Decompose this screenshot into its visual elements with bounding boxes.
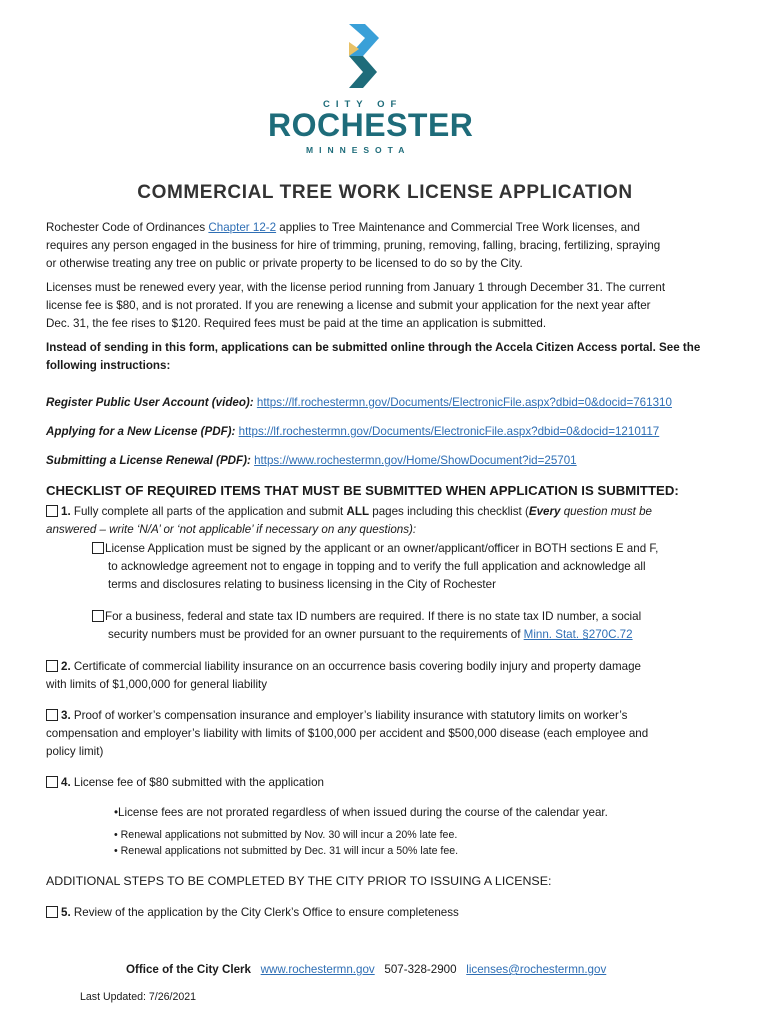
- footer-website-link[interactable]: www.rochestermn.gov: [260, 963, 375, 976]
- checklist-item-5: 5. Review of the application by the City Clerk’s Office to ensure completeness: [46, 904, 746, 922]
- logo-city-of: CITY OF: [323, 99, 403, 110]
- checklist-item-4: 4. License fee of $80 submitted with the application: [46, 774, 746, 792]
- checklist-item-2: 2. Certificate of commercial liability insurance on an occurrence basis covering bodily injury and property damage with limits of $1,000,000 for general liability: [46, 660, 641, 691]
- logo-state: MINNESOTA: [306, 145, 411, 155]
- footer-contact: [126, 961, 606, 979]
- logo-name: ROCHESTER: [268, 107, 474, 143]
- intro-paragraph-2: Licenses must be renewed every year, with the license period running from January 1 through December 31. The current license fee is $80, and is not prorated. If you are renewing a license and submit your application for the next year after Dec. 31, the fee rises to $120. Required fees must be paid at the time an application is submitted.: [46, 281, 666, 330]
- new-license-pdf-link[interactable]: https://lf.rochestermn.gov/Documents/ElectronicFile.aspx?dbid=0&docid=1210117: [238, 425, 660, 438]
- link-row-new-license: Applying for a New License (PDF): https://lf.rochestermn.gov/Documents/ElectronicFile.aspx?dbid=0&docid=1210117: [46, 425, 660, 438]
- checklist-item-1: 1. Fully complete all parts of the application and submit ALL pages including this checklist (Every question must be answered – write ‘N/A’ or ‘not applicable’ if necessary on any questions):: [46, 505, 652, 536]
- rochester-logo-mark: [345, 22, 385, 94]
- checklist-subitem-1a: License Application must be signed by the applicant or an owner/applicant/officer in BOTH sections E and F, to acknowledge agreement not to engage in topping and to verify the full application and acknowledge all terms and disclosures relating to business licensing in the City of Rochester: [92, 540, 732, 594]
- item-2-checkbox[interactable]: [46, 660, 58, 672]
- item-1-checkbox[interactable]: [46, 505, 58, 517]
- fee-bullet-2: • Renewal applications not submitted by Nov. 30 will incur a 20% late fee.: [114, 829, 458, 841]
- checklist-item-3: 3. Proof of worker’s compensation insurance and employer’s liability insurance with statutory limits on worker’s compensation and employer’s liability with limits of $100,000 per accident and $500,000 disease (each employee and policy limit): [46, 709, 649, 758]
- fee-bullet-1: •License fees are not prorated regardless of when issued during the course of the calendar year.: [114, 806, 608, 819]
- page-title: COMMERCIAL TREE WORK LICENSE APPLICATION: [137, 182, 633, 203]
- intro-paragraph-1: Rochester Code of Ordinances Chapter 12-2 applies to Tree Maintenance and Commercial Tree Work licenses, and requires any person engaged in the business for hire of trimming, pruning, removing, falling, bracing, fertilizing, spraying or otherwise treating any tree on public or private property to be licensed to do so by the City.: [46, 221, 661, 270]
- chapter-12-2-link[interactable]: Chapter 12-2: [208, 221, 277, 234]
- footer-phone: 507-328-2900: [384, 963, 457, 976]
- minn-stat-link[interactable]: Minn. Stat. §270C.72: [523, 628, 633, 641]
- item-4-checkbox[interactable]: [46, 776, 58, 788]
- checklist-heading: CHECKLIST OF REQUIRED ITEMS THAT MUST BE SUBMITTED WHEN APPLICATION IS SUBMITTED:: [46, 483, 679, 498]
- link-row-register: Register Public User Account (video): https://lf.rochestermn.gov/Documents/ElectronicFile.aspx?dbid=0&docid=761310: [46, 396, 672, 409]
- subitem-1a-checkbox[interactable]: [92, 542, 104, 554]
- intro-paragraph-3: Instead of sending in this form, applications can be submitted online through the Accela Citizen Access portal. See the following instructions:: [46, 341, 701, 372]
- link-row-renewal: Submitting a License Renewal (PDF): https://www.rochestermn.gov/Home/ShowDocument?id=25701: [46, 454, 577, 467]
- item-5-checkbox[interactable]: [46, 906, 58, 918]
- renewal-pdf-link[interactable]: https://www.rochestermn.gov/Home/ShowDocument?id=25701: [254, 454, 577, 467]
- footer-email-link[interactable]: licenses@rochestermn.gov: [466, 963, 607, 976]
- subitem-1b-checkbox[interactable]: [92, 610, 104, 622]
- last-updated: Last Updated: 7/26/2021: [80, 991, 197, 1003]
- item-3-checkbox[interactable]: [46, 709, 58, 721]
- fee-bullet-3: • Renewal applications not submitted by Dec. 31 will incur a 50% late fee.: [114, 845, 459, 857]
- checklist-subitem-1b: For a business, federal and state tax ID numbers are required. If there is no state tax ID number, a social security numbers must be provided for an owner pursuant to the requirements of Minn. Stat. §270C.72: [92, 608, 732, 644]
- footer-office: Office of the City Clerk: [126, 963, 251, 976]
- additional-steps-heading: ADDITIONAL STEPS TO BE COMPLETED BY THE CITY PRIOR TO ISSUING A LICENSE:: [46, 874, 552, 888]
- register-video-link[interactable]: https://lf.rochestermn.gov/Documents/ElectronicFile.aspx?dbid=0&docid=761310: [256, 396, 672, 409]
